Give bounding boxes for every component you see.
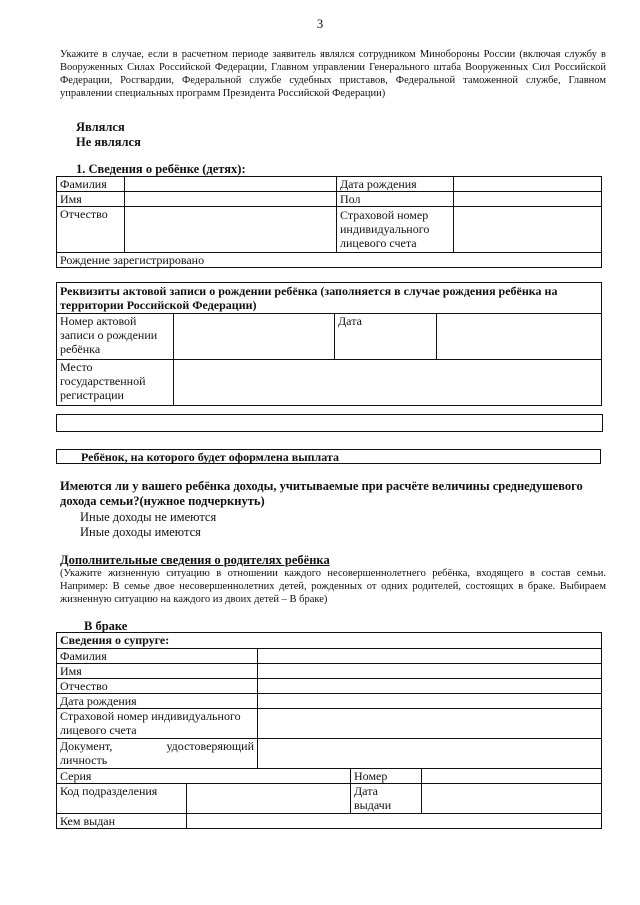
record-number-label: Номер актовой записи о рождении ребёнка [57, 314, 174, 360]
child-patronymic-input[interactable] [125, 207, 337, 253]
spouse-number-input[interactable] [422, 769, 602, 784]
spouse-table [56, 632, 602, 829]
spouse-name-input[interactable] [258, 664, 602, 679]
child-name-input[interactable] [125, 192, 337, 207]
income-question: Имеются ли у вашего ребёнка доходы, учитываемые при расчёте величины среднедушевого дохода семьи?(нужное подчеркнуть) [60, 479, 583, 508]
document-label-part1: Документ, [60, 739, 113, 753]
payment-child-label: Ребёнок, на которого будет оформлена выплата [56, 449, 601, 464]
document-label-part3: личность [60, 753, 108, 767]
registration-place-input[interactable] [174, 360, 602, 406]
birth-record-table [56, 282, 602, 406]
page-number: 3 [316, 16, 324, 31]
empty-field[interactable] [56, 414, 603, 432]
child-info-table [56, 176, 602, 268]
child-name-label: Имя [57, 192, 125, 207]
intro-text: Укажите в случае, если в расчетном периоде заявитель являлся сотрудником Минобороны России (включая службу в Вооруженных Силах Российской Федерации, Главном управлении Генерального штаба Вооруженных Сил Российской Федерации, Росгвардии, Федеральной службе судебных приставов, Федеральной таможенной службе, Главном управлении специальных программ Президента Российской Федерации) [60, 49, 606, 99]
income-option-none[interactable]: Иные доходы не имеются [80, 510, 217, 524]
spouse-snils-input[interactable] [258, 709, 602, 739]
parents-note: (Укажите жизненную ситуацию в отношении каждого несовершеннолетнего ребёнка, входящего в состав семьи. Например: В семье двое несовершеннолетних детей, рожденных от одних родителей, состоящих в браке. Выбираем жизненную ситуацию на каждого из двоих детей – В браке) [60, 568, 606, 605]
child-snils-label: Страховой номер индивидуального лицевого счета [337, 207, 454, 253]
record-number-input[interactable] [174, 314, 335, 360]
spouse-issued-by-label: Кем выдан [57, 814, 187, 829]
child-birthdate-input[interactable] [454, 177, 602, 192]
spouse-number-label: Номер [351, 769, 422, 784]
birth-registered-label: Рождение зарегистрировано [57, 253, 602, 268]
child-patronymic-label: Отчество [57, 207, 125, 253]
spouse-dept-code-label: Код подразделения [57, 784, 187, 814]
document-label-part2: удостоверяющий [166, 739, 254, 753]
child-surname-label: Фамилия [57, 177, 125, 192]
spouse-section-title: Сведения о супруге: [57, 633, 602, 649]
record-date-input[interactable] [437, 314, 602, 360]
child-surname-input[interactable] [125, 177, 337, 192]
spouse-issue-date-label: Дата выдачи [351, 784, 422, 814]
child-sex-label: Пол [337, 192, 454, 207]
marriage-status: В браке [84, 619, 128, 633]
spouse-patronymic-input[interactable] [258, 679, 602, 694]
spouse-issue-date-input[interactable] [422, 784, 602, 814]
spouse-issued-by-input[interactable] [187, 814, 602, 829]
spouse-name-label: Имя [57, 664, 258, 679]
spouse-document-label [57, 739, 258, 769]
spouse-birthdate-label: Дата рождения [57, 694, 258, 709]
parents-section-title: Дополнительные сведения о родителях ребёнка [60, 553, 330, 567]
child-sex-input[interactable] [454, 192, 602, 207]
spouse-birthdate-input[interactable] [258, 694, 602, 709]
spouse-patronymic-label: Отчество [57, 679, 258, 694]
child-snils-input[interactable] [454, 207, 602, 253]
income-option-has[interactable]: Иные доходы имеются [80, 525, 201, 539]
spouse-series-label: Серия [57, 769, 351, 784]
status-option-yes[interactable]: Являлся [76, 120, 125, 134]
child-section-title: 1. Сведения о ребёнке (детях): [76, 162, 246, 176]
spouse-dept-code-input[interactable] [187, 784, 351, 814]
record-date-label: Дата [335, 314, 437, 360]
spouse-surname-input[interactable] [258, 649, 602, 664]
registration-place-label: Место государственной регистрации [57, 360, 174, 406]
spouse-snils-label: Страховой номер индивидуального лицевого счета [57, 709, 258, 739]
birth-record-title: Реквизиты актовой записи о рождении ребёнка (заполняется в случае рождения ребёнка на территории Российской Федерации) [57, 283, 602, 314]
status-option-no[interactable]: Не являлся [76, 135, 141, 149]
spouse-document-input[interactable] [258, 739, 602, 769]
spouse-surname-label: Фамилия [57, 649, 258, 664]
child-birthdate-label: Дата рождения [337, 177, 454, 192]
